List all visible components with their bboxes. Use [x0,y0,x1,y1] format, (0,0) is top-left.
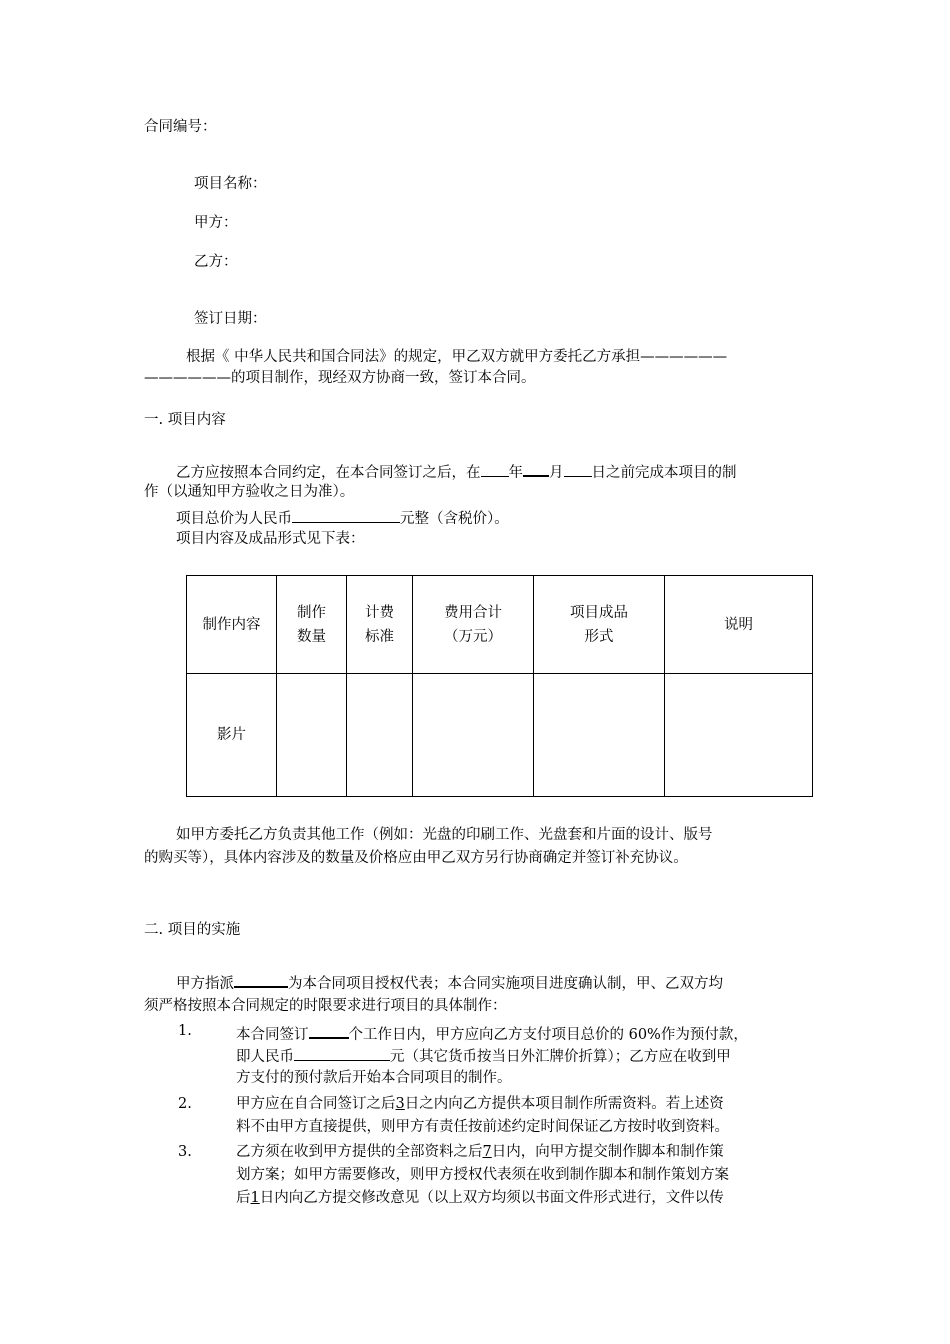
year-blank [481,460,509,477]
table-cell [277,674,347,797]
section2-p1-line1 [176,970,723,994]
item1-text-a: 本合同签订 [236,1027,309,1043]
item1-line1 [236,1021,748,1045]
sign-date-label: 签订日期： [194,311,267,327]
party-b-label: 乙方： [194,254,238,270]
item3-text-c: 后 [236,1190,251,1206]
item1-text-b: 个工作日内，甲方应向乙方支付项目总价的 60%作为预付款， [348,1027,748,1043]
section1-p4-line1: 如甲方委托乙方负责其他工作（例如：光盘的印刷工作、光盘套和片面的设计、版号 [176,827,713,843]
section1-title: 一. 项目内容 [144,412,226,428]
rep-blank [234,970,288,988]
days-blank [309,1021,349,1039]
header-cell: 费用合计 （万元） [413,576,534,674]
section1-p2 [176,506,509,529]
item3-line1 [236,1142,724,1162]
item2-line2: 料不由甲方直接提供，则甲方有责任按前述约定时间保证乙方按时收到资料。 [236,1119,729,1135]
rep-text: 为本合同项目授权代表；本合同实施项目进度确认制，甲、乙双方均 [288,976,723,992]
section2-title: 二. 项目的实施 [144,922,241,938]
table-cell [665,674,813,797]
item2-line1 [236,1094,724,1114]
day-blank [564,460,592,477]
list-number: 3. [178,1144,192,1160]
table-header-row [187,576,813,674]
contract-no-label: 合同编号： [144,119,217,135]
item2-days: 3 [395,1096,405,1112]
header-cell: 制作 数量 [277,576,347,674]
table-cell [534,674,665,797]
intro-line-1: 根据《 中华人民共和国合同法》的规定，甲乙双方就甲方委托乙方承担—————— [186,349,728,365]
item3-line3 [236,1188,724,1208]
header-cell: 制作内容 [187,576,277,674]
item3-text-b: 日内，向甲方提交制作脚本和制作策 [491,1144,724,1160]
price-blank [292,506,400,523]
month-blank [523,459,549,477]
rep-label: 甲方指派 [176,976,234,992]
section1-p1-line2: 作（以通知甲方验收之日为准）。 [144,484,355,500]
prepay-blank [294,1044,390,1061]
p1-text-a: 乙方应按照本合同约定，在本合同签订之后，在 [176,465,481,481]
item3-text-a: 乙方须在收到甲方提供的全部资料之后 [236,1144,483,1160]
p1-year: 年 [508,465,523,481]
table-row [187,674,813,797]
table-cell [413,674,534,797]
item2-text-a: 甲方应在自合同签订之后 [236,1096,396,1112]
project-name-label: 项目名称： [194,176,267,192]
price-label: 项目总价为人民币 [176,511,292,527]
section1-p3: 项目内容及成品形式见下表： [176,531,365,547]
list-number: 1. [178,1023,192,1039]
intro-line-2: ——————的项目制作，现经双方协商一致，签订本合同。 [144,370,536,386]
item3-days: 7 [482,1144,492,1160]
price-suffix: 元整（含税价）。 [400,511,509,527]
table-cell [347,674,413,797]
header-cell: 说明 [665,576,813,674]
item1-line2 [236,1044,731,1067]
section1-p1-line1 [176,459,737,483]
items-table [186,575,813,797]
item1-text-c: 即人民币 [236,1049,294,1065]
item1-text-d: 元（其它货币按当日外汇牌价折算）；乙方应在收到甲 [390,1049,731,1065]
header-cell: 项目成品 形式 [534,576,665,674]
item3-line2: 划方案；如甲方需要修改，则甲方授权代表须在收到制作脚本和制作策划方案 [236,1167,729,1183]
item2-text-b: 日之内向乙方提供本项目制作所需资料。若上述资 [404,1096,724,1112]
list-number: 2. [178,1096,192,1112]
p1-month: 月 [549,465,564,481]
item3-text-d: 日内向乙方提交修改意见（以上双方均须以书面文件形式进行，文件以传 [259,1190,724,1206]
row-label-cell: 影片 [187,674,277,797]
section1-p4-line2: 的购买等），具体内容涉及的数量及价格应由甲乙双方另行协商确定并签订补充协议。 [144,850,688,866]
item1-line3: 方支付的预付款后开始本合同项目的制作。 [236,1070,512,1086]
p1-text-b: 日之前完成本项目的制 [591,465,737,481]
section2-p1-line2: 须严格按照本合同规定的时限要求进行项目的具体制作： [144,998,507,1014]
header-cell: 计费 标准 [347,576,413,674]
item3-days-2: 1 [250,1190,260,1206]
party-a-label: 甲方： [194,215,238,231]
